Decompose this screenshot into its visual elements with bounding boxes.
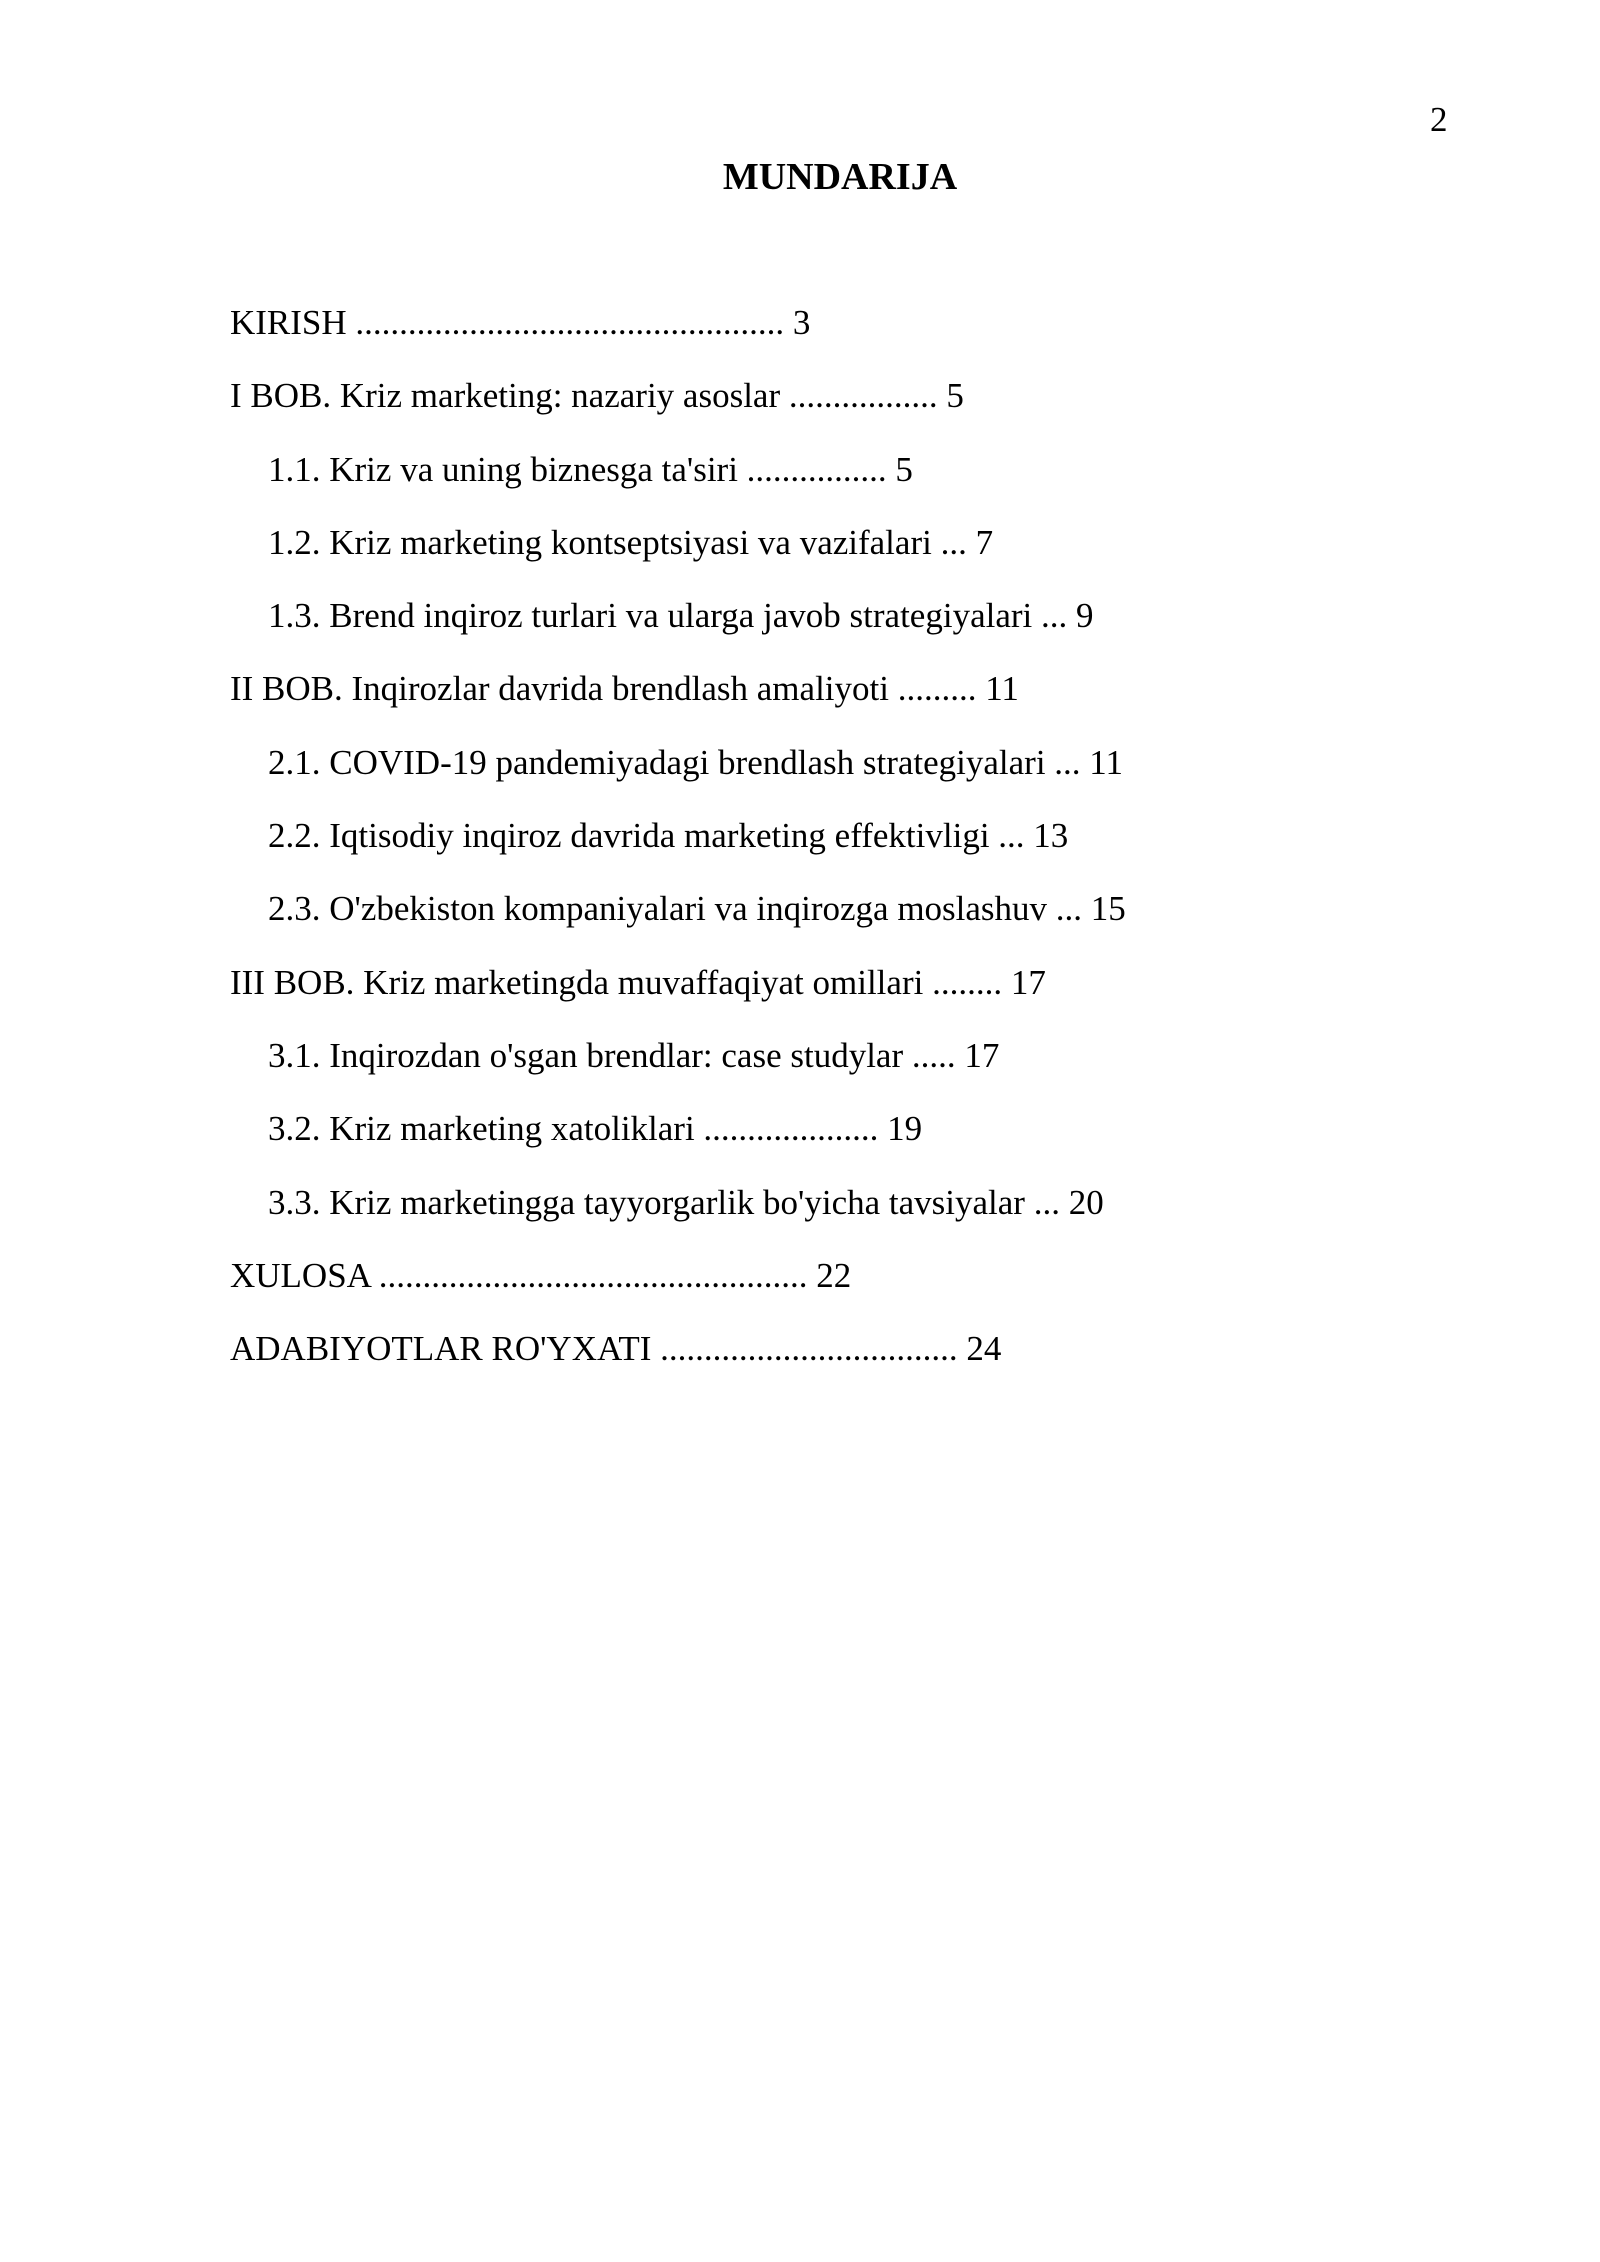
toc-entry-references: ADABIYOTLAR RO'YXATI .................................. 24 [230, 1329, 1002, 1369]
page-title: MUNDARIJA [722, 156, 958, 198]
toc-entry-section-1-2: 1.2. Kriz marketing kontseptsiyasi va vazifalari ... 7 [268, 522, 994, 562]
toc-entry-chapter-3: III BOB. Kriz marketingda muvaffaqiyat omillari ........ 17 [230, 962, 1046, 1002]
toc-entry-conclusion: XULOSA ................................................. 22 [230, 1255, 852, 1295]
toc-entry-section-3-2: 3.2. Kriz marketing xatoliklari .................... 19 [268, 1109, 923, 1149]
toc-entry-section-3-1: 3.1. Inqirozdan o'sgan brendlar: case studylar ..... 17 [268, 1035, 1000, 1075]
toc-entry-chapter-1: I BOB. Kriz marketing: nazariy asoslar ................. 5 [230, 376, 964, 416]
table-of-contents [230, 299, 1430, 1398]
toc-entry-section-1-3: 1.3. Brend inqiroz turlari va ularga javob strategiyalari ... 9 [268, 596, 1094, 636]
toc-entry-section-2-2: 2.2. Iqtisodiy inqiroz davrida marketing effektivligi ... 13 [268, 816, 1069, 856]
toc-entry-section-1-1: 1.1. Kriz va uning biznesga ta'siri ................ 5 [268, 449, 913, 489]
toc-entry-section-2-1: 2.1. COVID-19 pandemiyadagi brendlash strategiyalari ... 11 [268, 742, 1124, 782]
toc-entry-chapter-2: II BOB. Inqirozlar davrida brendlash amaliyoti ......... 11 [230, 669, 1019, 709]
page-number: 2 [1430, 100, 1448, 139]
toc-entry-section-3-3: 3.3. Kriz marketingga tayyorgarlik bo'yicha tavsiyalar ... 20 [268, 1182, 1104, 1222]
toc-entry-introduction: KIRISH ................................................. 3 [230, 303, 811, 342]
toc-entry-section-2-3: 2.3. O'zbekiston kompaniyalari va inqirozga moslashuv ... 15 [268, 889, 1126, 929]
